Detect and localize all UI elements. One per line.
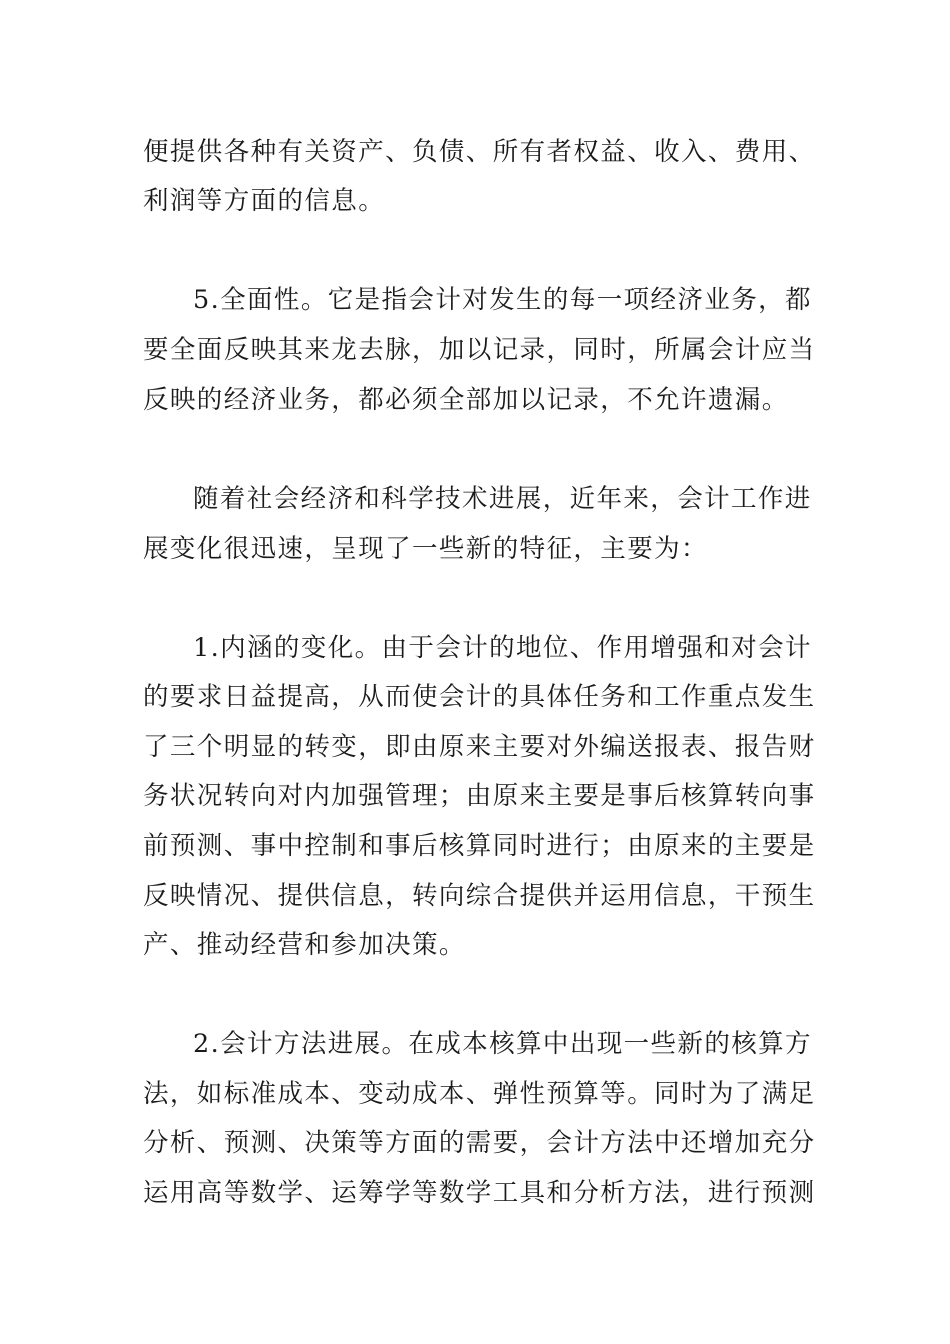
text-line: 的要求日益提高，从而使会计的具体任务和工作重点发生 — [143, 682, 816, 712]
text-line: 务状况转向对内加强管理；由原来主要是事后核算转向事 — [143, 781, 816, 811]
text-line: 法，如标准成本、变动成本、弹性预算等。同时为了满足 — [143, 1079, 816, 1109]
text-line: 反映情况、提供信息，转向综合提供并运用信息，干预生 — [143, 881, 816, 911]
text-line: 展变化很迅速，呈现了一些新的特征，主要为： — [143, 534, 708, 564]
text-line: 2.会计方法进展。在成本核算中出现一些新的核算方 — [193, 1029, 812, 1059]
text-line: 前预测、事中控制和事后核算同时进行；由原来的主要是 — [143, 831, 816, 861]
text-line: 1.内涵的变化。由于会计的地位、作用增强和对会计 — [193, 633, 812, 663]
text-line: 了三个明显的转变，即由原来主要对外编送报表、报告财 — [143, 732, 816, 762]
text-line: 运用高等数学、运筹学等数学工具和分析方法，进行预测 — [143, 1178, 816, 1208]
text-line: 反映的经济业务，都必须全部加以记录，不允许遗漏。 — [143, 385, 789, 415]
text-line: 5.全面性。它是指会计对发生的每一项经济业务，都 — [193, 285, 812, 315]
text-line: 便提供各种有关资产、负债、所有者权益、收入、费用、 — [143, 137, 816, 167]
text-line: 利润等方面的信息。 — [143, 186, 386, 216]
text-line: 产、推动经营和参加决策。 — [143, 930, 466, 960]
text-line: 分析、预测、决策等方面的需要，会计方法中还增加充分 — [143, 1128, 816, 1158]
text-line: 随着社会经济和科学技术进展，近年来，会计工作进 — [193, 484, 812, 514]
text-line: 要全面反映其来龙去脉，加以记录，同时，所属会计应当 — [143, 335, 816, 365]
